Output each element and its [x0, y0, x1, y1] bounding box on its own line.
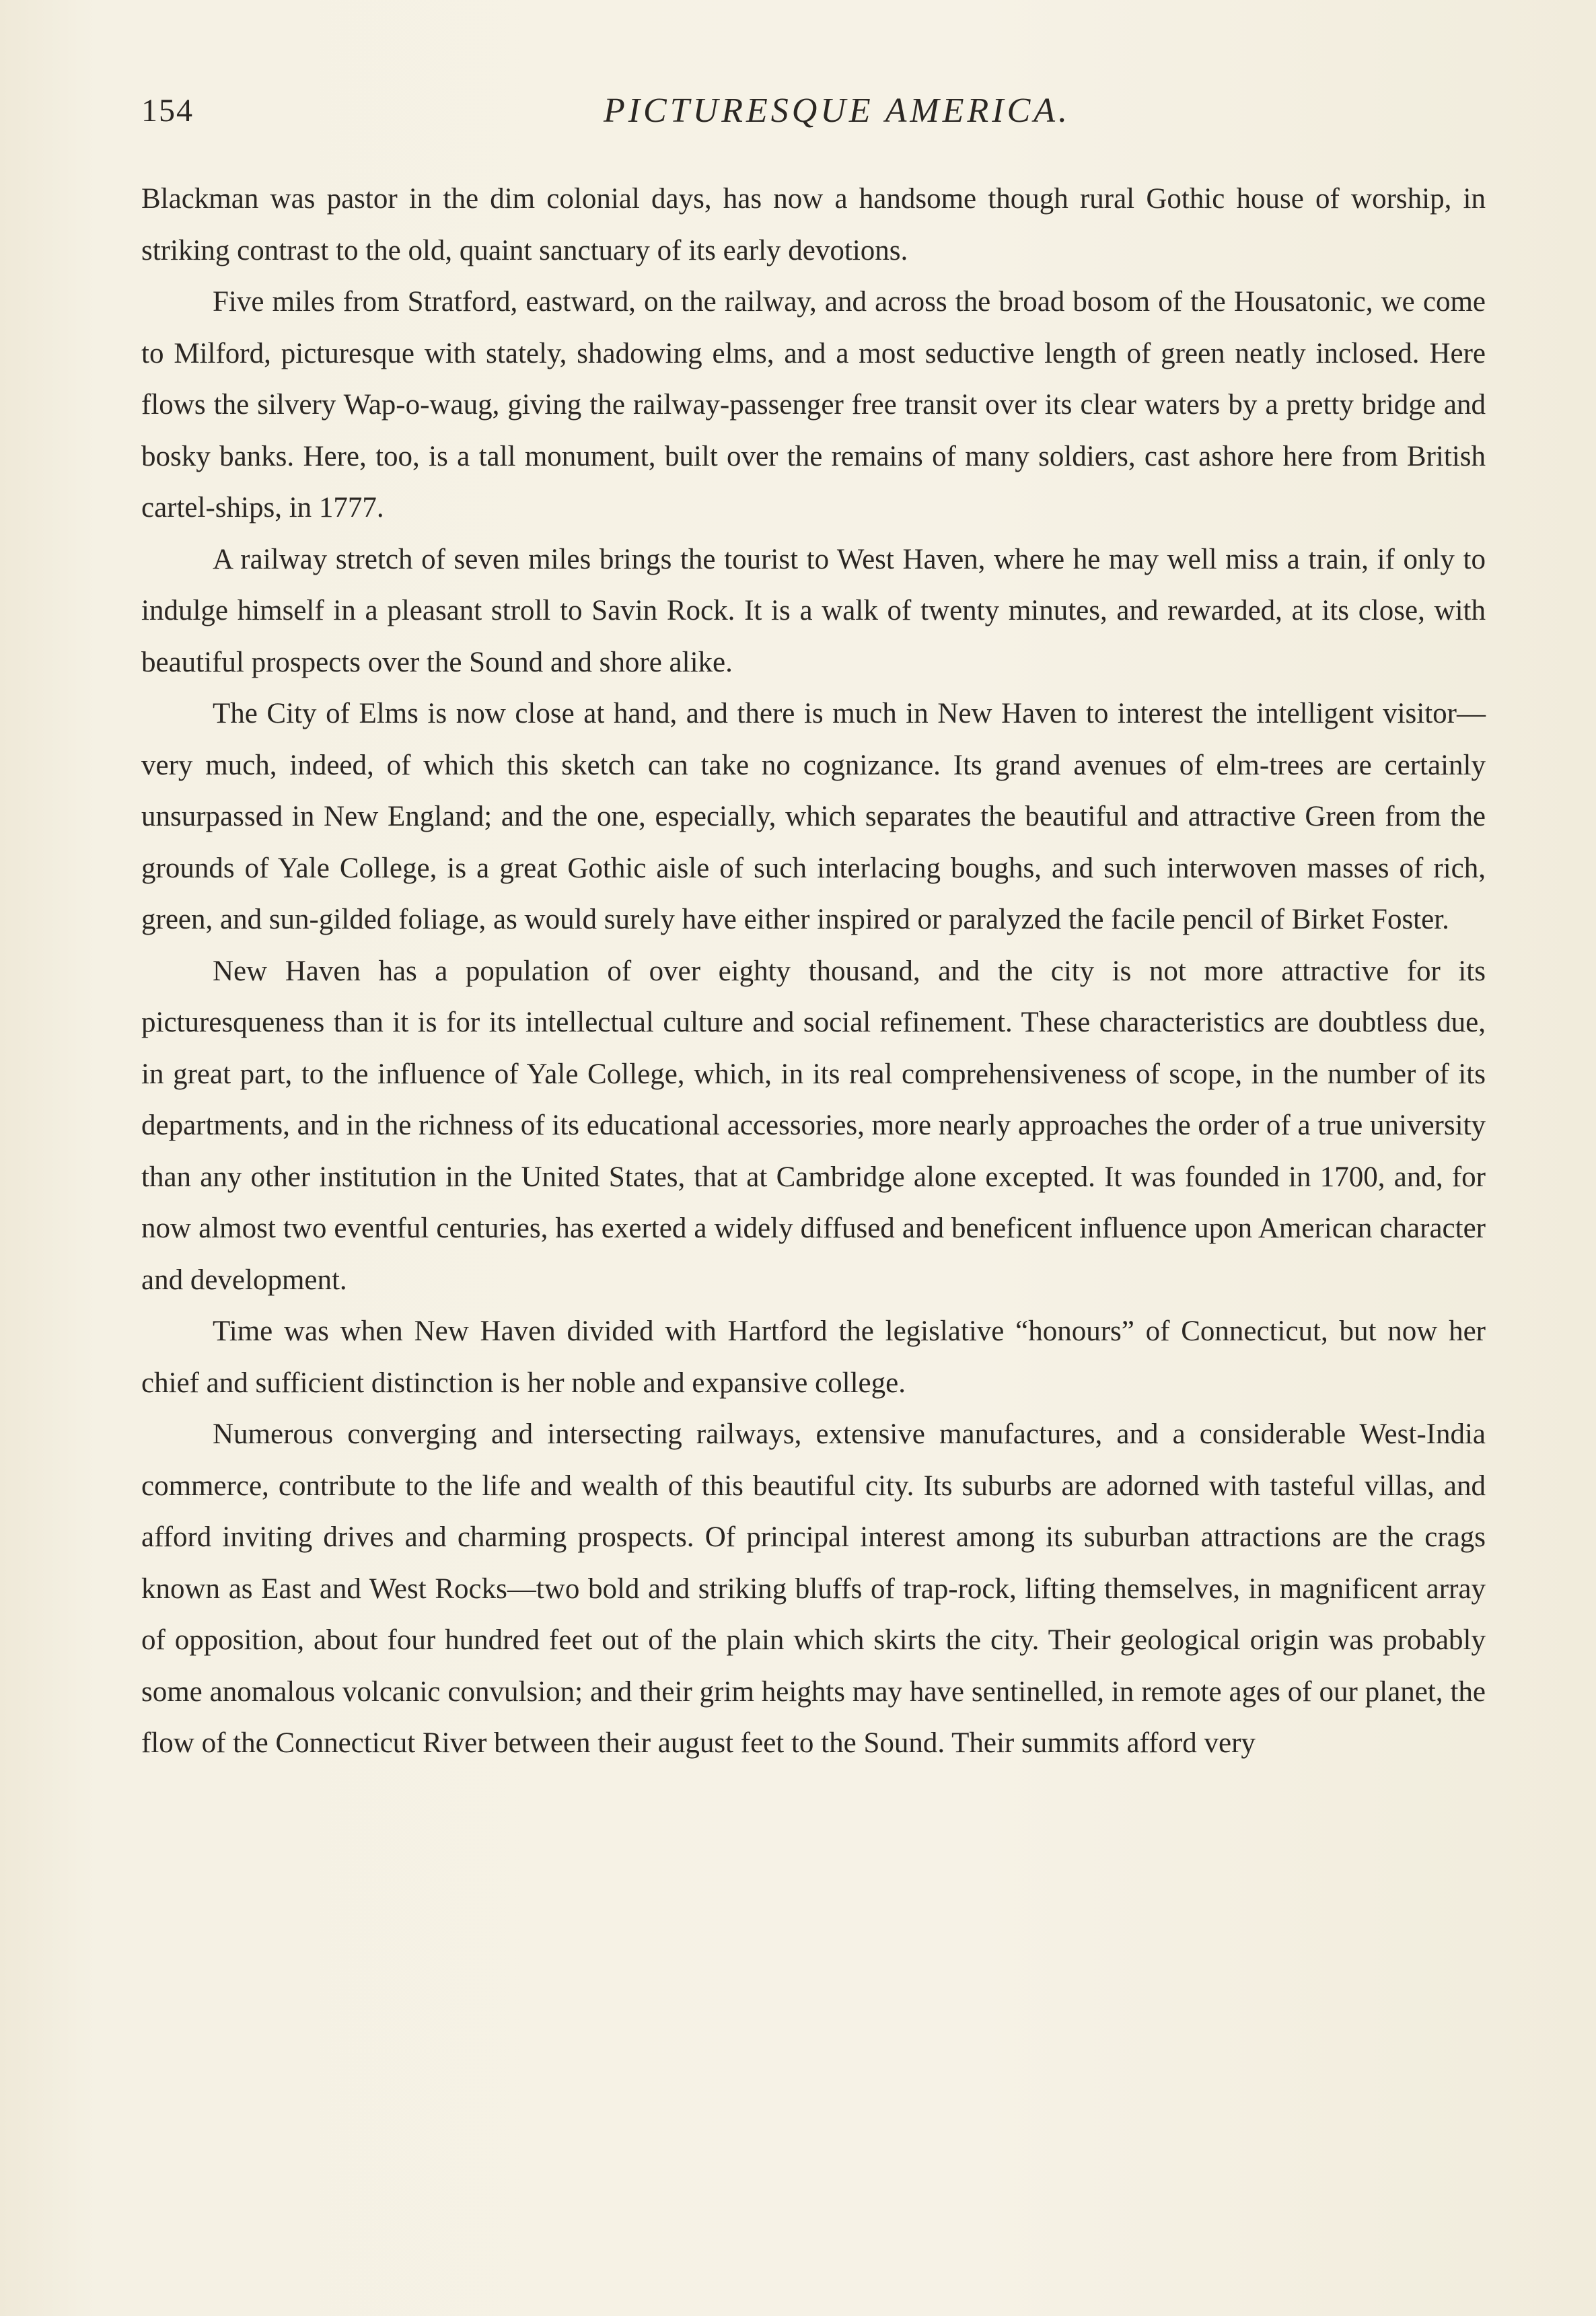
paragraph-continued: Blackman was pastor in the dim colonial days, has now a handsome though rural Gothic house of worship, in striking contrast to the old, quaint sanctuary of its early devotions. — [141, 183, 1486, 266]
paragraph-city-of-elms: The City of Elms is now close at hand, and there is much in New Haven to interest the intelligent visitor—very much, indeed, of which this sketch can take no cognizance. Its grand avenues of elm-trees are certainly unsurpassed in New England; and the one, especially, which separates the beautiful and attractive Green from the grounds of Yale College, is a great Gothic aisle of such interlacing boughs, and such interwoven masses of rich, green, and sun-gilded foliage, as would surely have either inspired or paralyzed the facile pencil of Birket Foster. — [141, 698, 1486, 935]
body-text — [141, 174, 1486, 1770]
paragraph-legislative: Time was when New Haven divided with Hartford the legislative “honours” of Connecticut, but now her chief and sufficient distinction is her noble and expansive college. — [141, 1315, 1486, 1399]
paragraph-population: New Haven has a population of over eighty thousand, and the city is not more attractive for its picturesqueness than it is for its intellectual culture and social refinement. These characteristics are doubtless due, in great part, to the influence of Yale College, which, in its real comprehensiveness of scope, in the number of its departments, and in the richness of its educational accessories, more nearly approaches the order of a true university than any other institution in the United States, that at Cambridge alone excepted. It was founded in 1700, and, for now almost two eventful centuries, has exerted a widely diffused and beneficent influence upon American character and development. — [141, 955, 1486, 1296]
paragraph-west-haven: A railway stretch of seven miles brings the tourist to West Haven, where he may well miss a train, if only to indulge himself in a pleasant stroll to Savin Rock. It is a walk of twenty minutes, and rewarded, at its close, with beautiful prospects over the Sound and shore alike. — [141, 543, 1486, 678]
paragraph-railways: Numerous converging and intersecting railways, extensive manufactures, and a considerable West-India commerce, contribute to the life and wealth of this beautiful city. Its suburbs are adorned with tasteful villas, and afford inviting drives and charming prospects. Of principal interest among its suburban attractions are the crags known as East and West Rocks—two bold and striking bluffs of trap-rock, lifting themselves, in magnificent array of opposition, about four hundred feet out of the plain which skirts the city. Their geological origin was probably some anomalous volcanic convulsion; and their grim heights may have sentinelled, in remote ages of our planet, the flow of the Connecticut River between their august feet to the Sound. Their summits afford very — [141, 1418, 1486, 1759]
running-title: PICTURESQUE AMERICA. — [603, 92, 1071, 130]
paragraph-milford: Five miles from Stratford, eastward, on the railway, and across the broad bosom of the Housatonic, we come to Milford, picturesque with stately, shadowing elms, and a most seductive length of green neatly inclosed. Here flows the silvery Wap-o-waug, giving the railway-passenger free transit over its clear waters by a pretty bridge and bosky banks. Here, too, is a tall monument, built over the remains of many soldiers, cast ashore here from British cartel-ships, in 1777. — [141, 286, 1486, 523]
running-head — [141, 87, 1486, 135]
page-number: 154 — [141, 93, 194, 129]
